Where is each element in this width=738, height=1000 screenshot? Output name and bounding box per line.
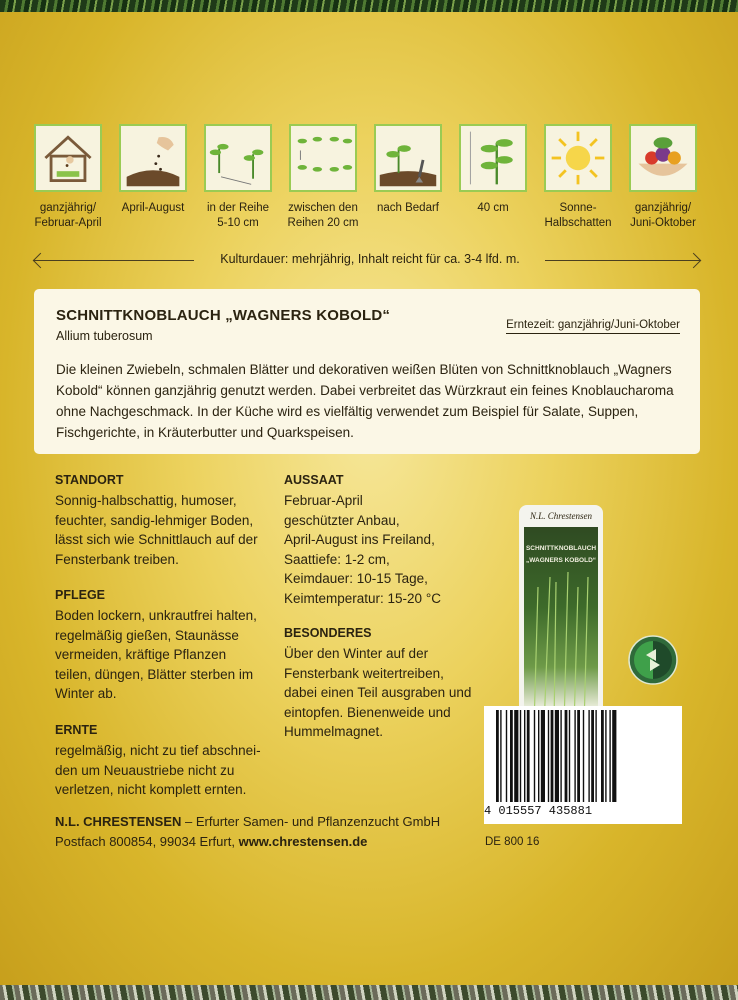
right-arrow-icon (686, 253, 702, 269)
company-line (55, 814, 440, 829)
icon-caption: April-August (121, 202, 185, 214)
left-arrow-line (34, 260, 194, 261)
de-code: DE 800 16 (485, 836, 540, 848)
between-rows-icon (289, 124, 357, 192)
standort-text: Sonnig-halbschattig, humoser, feuchter, sandig-lehmiger Boden, lässt sich wie Schnittlauch auf der Fensterbank treiben. (55, 493, 258, 567)
besonderes-text: Über den Winter auf der Fensterbank weitertreiben, dabei einen Teil ausgraben und eintopfen. Bienenweide und Hummelmagnet. (284, 646, 472, 739)
address: Postfach 800854, 99034 Erfurt, (55, 834, 239, 849)
barcode (484, 706, 682, 824)
hand-sowing-icon (119, 124, 187, 192)
company-name: N.L. CHRESTENSEN (55, 814, 182, 829)
product-description: Die kleinen Zwiebeln, schmalen Blätter und dekorativen weißen Blüten von Schnittknoblauch „Wagners Kobold“ können ganzjährig genutzt werden. Dabei verbreitet das Würzkraut ein feines Knoblaucharoma ohne Nachgeschmack. In der Küche wird es vielfältig verwendet zum Beispiel für Salate, Suppen, Fischgerichte, in Kräuterbutter und Quarkspeisen. (56, 362, 674, 440)
tag-label: SCHNITTKNOBLAUCH „WAGNERS KOBOLD“ (525, 545, 597, 564)
plant-tag-image (519, 505, 603, 720)
tag-logo: N.L. Chrestensen (530, 511, 592, 521)
latin-name: Allium tuberosum (56, 329, 153, 343)
kulturdauer-text: Kulturdauer: mehrjährig, Inhalt reicht für ca. 3-4 lfd. m. (220, 252, 520, 266)
house-sowing-icon (34, 124, 102, 192)
thinning-icon (374, 124, 442, 192)
right-arrow-line (545, 260, 700, 261)
harvest-basket-icon (629, 124, 697, 192)
seed-packet-back (0, 12, 738, 988)
pflege-text: Boden lockern, unkrautfrei halten, regelmäßig gießen, Staunässe vermeiden, kräftige Pflanzen teilen, düngen, Blätter sterben im Winter ab. (55, 608, 257, 701)
erntezeit-label: Erntezeit: ganzjährig/Juni-Oktober (506, 319, 680, 334)
left-arrow-icon (33, 253, 49, 269)
website-link[interactable]: www.chrestensen.de (238, 834, 368, 849)
bottom-photo-strip (0, 985, 738, 1000)
product-card (34, 289, 700, 454)
icon-row (0, 124, 738, 244)
icon-caption: ganzjährig/ Juni-Oktober (630, 202, 696, 229)
besonderes-heading: BESONDERES (284, 626, 372, 640)
row-spacing-icon (204, 124, 272, 192)
company-desc: – Erfurter Samen- und Pflanzenzucht GmbH (181, 814, 441, 829)
icon-caption: zwischen den Reihen 20 cm (287, 202, 359, 229)
green-dot-recycle-icon (628, 635, 678, 685)
icon-caption: Sonne- Halbschatten (544, 202, 612, 229)
address-line (55, 834, 367, 849)
aussaat-heading: AUSSAAT (284, 473, 344, 487)
barcode-bars (484, 710, 682, 806)
product-title: SCHNITTKNOBLAUCH „WAGNERS KOBOLD“ (56, 307, 391, 324)
icon-caption: in der Reihe 5-10 cm (206, 202, 269, 229)
ernte-text: regelmäßig, nicht zu tief abschnei- den um Neuaustriebe nicht zu verletzen, nicht komplett ernten. (55, 743, 261, 797)
barcode-digits: 4 015557 435881 (484, 804, 593, 818)
ernte-heading: ERNTE (55, 723, 98, 737)
aussaat-text: Februar-April geschützter Anbau, April-August ins Freiland, Saattiefe: 1-2 cm, Keimdauer: 10-15 Tage, Keimtemperatur: 15-20 °C (284, 493, 441, 606)
icon-caption: 40 cm (477, 202, 509, 214)
icon-caption: nach Bedarf (376, 202, 439, 214)
pflege-heading: PFLEGE (55, 588, 106, 602)
plant-height-icon (459, 124, 527, 192)
standort-heading: STANDORT (55, 473, 124, 487)
sun-icon (544, 124, 612, 192)
icon-caption: ganzjährig/ Februar-April (34, 202, 102, 229)
